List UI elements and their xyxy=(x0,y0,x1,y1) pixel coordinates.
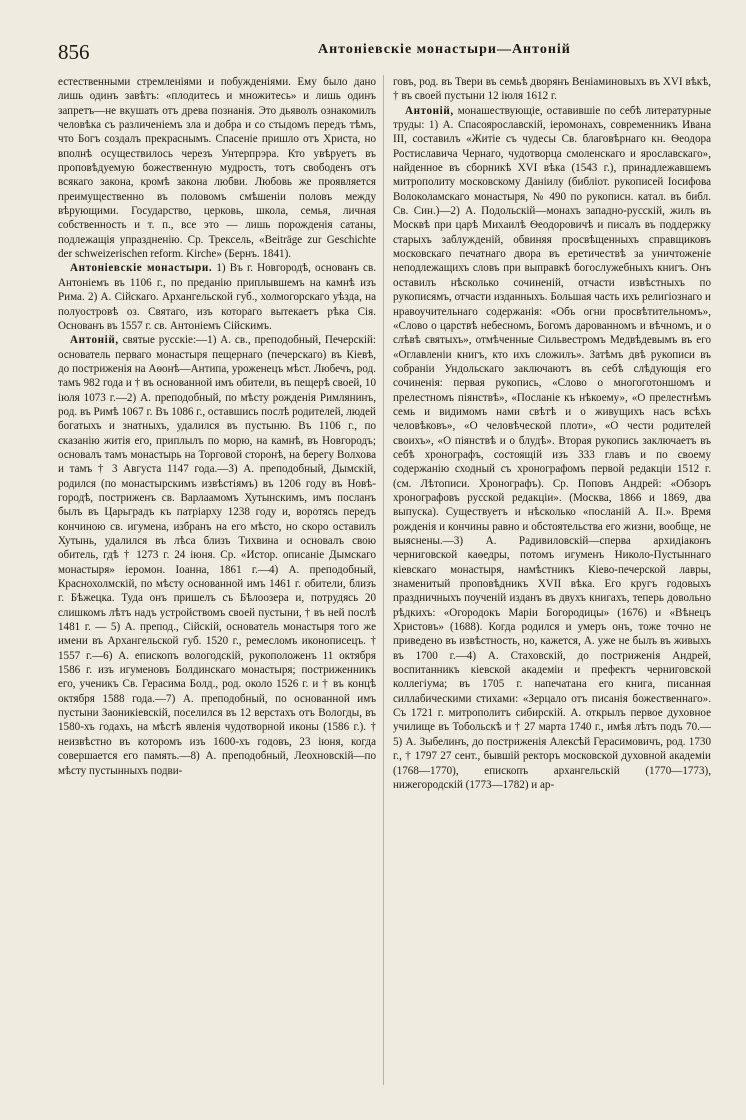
entry-text: святые русскіе:—1) А. св., преподобный, Печерскій: основатель перваго монастыря пещернаго (печерскаго) въ Кіевѣ, до постриженія на Аѳонѣ—Антипа, уроженецъ мѣст. Любечъ, род. тамъ 982 года и † въ основанной имъ обители, въ пещерѣ своей, 10 іюля 1073 г.—2) А. преподобный, по мѣсту рожденія Римлянинъ, род. въ Римѣ 1067 г. Въ 1086 г., оставшись послѣ родителей, людей богатыхъ и знатныхъ, удалился въ пустыню. Въ 1106 г., по сказанію житія его, приплылъ по морю, на камнѣ, въ Новгородъ; основалъ тамъ монастырь на Торговой сторонѣ, на берегу Волхова и тамъ † 3 Августа 1147 года.—3) А. преподобный, Дымскій, родился (по монастырскимъ извѣстіямъ) въ 1206 году въ Новѣ-городѣ, постриженъ св. Варлаамомъ Хутынскимъ, имъ посланъ былъ въ Царьградъ къ патріарху 1238 году и, воротясь передъ кончиною св. игумена, избранъ на его мѣсто, но скоро оставилъ Хутынь, удалился въ лѣса близъ Тихвина и основалъ свою обитель, гдѣ † 1273 г. 24 іюня. Ср. «Истор. описаніе Дымскаго монастыря» іеромон. Іоанна, 1861 г.—4) А. преподобный, Краснохолмскій, по мѣсту основанной имъ 1461 г. обители, близъ г. Бѣжецка. Туда онъ пришелъ съ Бѣлоозера и, потрудясь 20 слишкомъ лѣтъ надъ устройствомъ своей пустыни, † въ ней послѣ 1481 г. — 5) А. препод., Сійскій, основатель монастыря того же имени въ Архангельской губ. 1520 г., ремесломъ иконописецъ. † 1557 г.—6) А. епископъ вологодскій, рукоположенъ 11 октября 1586 г. изъ игуменовъ Болдинскаго монастыря; постриженникъ его, ученикъ Св. Герасима Болд., род. около 1526 г. и † въ концѣ октября 1588 года.—7) А. преподобный, по основанной имъ пустыни Заоникіевскій, поселился въ 12 верстахъ отъ Вологды, въ 1580-хъ годахъ, на мѣстѣ явленія чудотворной иконы (1586 г.). † неизвѣстно въ которомъ изъ 1600-хъ годовъ, 23 іюня, когда совершается его память.—8) А. преподобный, Леохновскій—по мѣсту пустынныхъ подви- xyxy=(58,334,376,777)
entry-headword: Антоній, xyxy=(70,334,119,347)
column-divider xyxy=(383,75,384,1085)
page-number: 856 xyxy=(58,40,90,64)
entry-paragraph xyxy=(58,333,376,778)
right-column xyxy=(393,75,711,1090)
entry-text: монашествующіе, оставившіе по себѣ литературные труды: 1) А. Спасоярославскій, іеромонахъ, современникъ Ивана III, составилъ «Житіе съ чудесы Св. благовѣрнаго кн. Ѳеодора Ростиславича Чернаго, чудотворца смоленскаго и ярославскаго», найденное въ сборникѣ XVI вѣка (1543 г.), принадлежавшемъ митрополиту московскому Даніилу (библіот. рукописей Іосифова Волоколамскаго монастыря, № 490 по рукописн. катал. въ библ. Св. Син.)—2) А. Подольскій—монахъ западно-русскій, жилъ въ Москвѣ при царѣ Михаилѣ Ѳеодоровичѣ и писалъ въ поддержку старыхъ заблужденій, обвиняя просвѣщенныхъ справщиковъ московскаго печатнаго двора въ еретичествѣ за уничтоженіе неподлежащихъ словъ при выправкѣ богослужебныхъ книгъ. Онъ оставилъ нѣсколько сочиненій, отчасти извѣстныхъ по рукописямъ, отчасти изданныхъ. Большая часть ихъ религіознаго и нравоучительнаго содержанія: «Объ огни просвѣтительномъ», «Слово о царствѣ небесномъ, Богомъ дарованномъ и вѣчномъ, и о слѣвѣ святыхъ», отмѣченные Сильвестромъ Медвѣдевымъ въ его «Оглавленіи книгъ, кто ихъ сложилъ». Затѣмъ двѣ рукописи въ собраніи Ундольскаго заключаютъ въ себѣ слѣдующія его сочиненія: первая рукопись, «Слово о многоготоншомъ и прелестномъ піянствѣ», «Посланіе къ нѣкоему», «О прелестнѣмъ семь и видимомъ нами свѣтѣ и о живущихъ насъ всѣхъ человѣковъ», «О человѣческой плоти», «О чести родителей своихъ», «О піянствѣ и о блудѣ». Вторая рукопись заключаетъ въ себѣ хронографъ, состоящій изъ 333 главъ и по своему содержанію сходный съ хронографомъ первой редакціи 1512 г. (см. Лѣтописи. Хронографъ). Ср. Поповъ Андрей: «Обзоръ хронографовъ русской редакціи». (Москва, 1866 и 1869, два выпуска). Существуетъ и нѣсколько «посланій А. II.». Время рожденія и кончины равно и обстоятельства его жизни, вообще, не выяснены.—3) А. Радивиловскій—сперва архидіаконъ черниговской каѳедры, потомъ игуменъ Николо-Пустыннаго кіевскаго монастыря, намѣстникъ Кіево-печерской лавры, знаменитый проповѣдникъ XVII вѣка. Его кругъ годовыхъ праздничныхъ поученій изданъ въ двухъ книгахъ, теперь довольно рѣдкихъ: «Огородокъ Маріи Богородицы» (1676) и «Вѣнецъ Христовъ» (1688). Когда родился и умеръ онъ, тоже точно не приведено въ извѣстность, но, кажется, А. уже не былъ въ живыхъ въ 1700 г.—4) А. Стаховскій, до постриженія Андрей, воспитанникъ кіевской академіи и префектъ черниговской коллегіума; въ 1705 г. напечатана его книга, писанная силлабическими стихами: «Зерцало отъ писанія божественнаго». Съ 1721 г. митрополитъ сибирскій. А. открылъ первое духовное училище въ Тобольскѣ и † 27 марта 1740 г., имѣя лѣтъ подъ 70.—5) А. Зыбелинъ, до постриженія Алексѣй Герасимовичъ, род. 1730 г., † 1797 27 сент., бывшій ректоръ московской духовной академіи (1768—1770), епископъ архангельскій (1770—1773), нижегородскій (1773—1782) и ар- xyxy=(393,104,711,791)
left-column xyxy=(58,75,376,1090)
entry-paragraph xyxy=(393,75,711,104)
running-title: Антоніевскіе монастыри—Антоній xyxy=(318,42,571,57)
entry-headword: Антоніевскіе монастыри. xyxy=(70,262,213,275)
entry-paragraph xyxy=(58,75,376,261)
entry-paragraph xyxy=(393,104,711,793)
entry-text: 1) Въ г. Новгородѣ, основанъ св. Антоніемъ въ 1106 г., по преданію приплывшемъ на камнѣ изъ Рима. 2) А. Сійскаго. Архангельской губ., холмогорскаго уѣзда, на полуостровѣ оз. Святаго, изъ котораго вытекаетъ рѣка Сія. Основанъ въ 1557 г. св. Антоніемъ Сійскимъ. xyxy=(58,262,376,332)
page-header xyxy=(58,40,722,66)
entry-text: говъ, род. въ Твери въ семьѣ дворянъ Веніаминовыхъ въ XVI вѣкѣ, † въ своей пустыни 12 іюля 1612 г. xyxy=(393,76,711,103)
entry-headword: Антоній, xyxy=(405,104,454,117)
entry-paragraph xyxy=(58,261,376,333)
entry-text: естественными стремленіями и побужденіями. Ему было дано лишь одинъ завѣтъ: «плодитесь и множитесь» и лишь одинъ запретъ—не вкушать отъ древа познанія. Это дьяволъ ознакомилъ человѣка съ различеніемъ зла и добра и со стыдомъ передъ тѣмъ, что Богъ создалъ прекраснымъ. Спасеніе пришло отъ Христа, но вполнѣ осуществилось черезъ Унтерпрэра. Кто увѣруетъ въ проповѣдуемую божественную мудрость, тотъ свободенъ отъ всякаго закона, кромѣ закона любви. Любовь же проявляется преимущественно въ половомъ смѣшеніи половъ между вѣрующими. Государство, церковь, школа, семья, личная собственность и т. п., все это — лишь порожденія сатаны, подлежащія упраздненію. Ср. Трексель, «Beiträge zur Geschichte der schweizerischen reform. Kirche» (Бернъ. 1841). xyxy=(58,76,376,261)
